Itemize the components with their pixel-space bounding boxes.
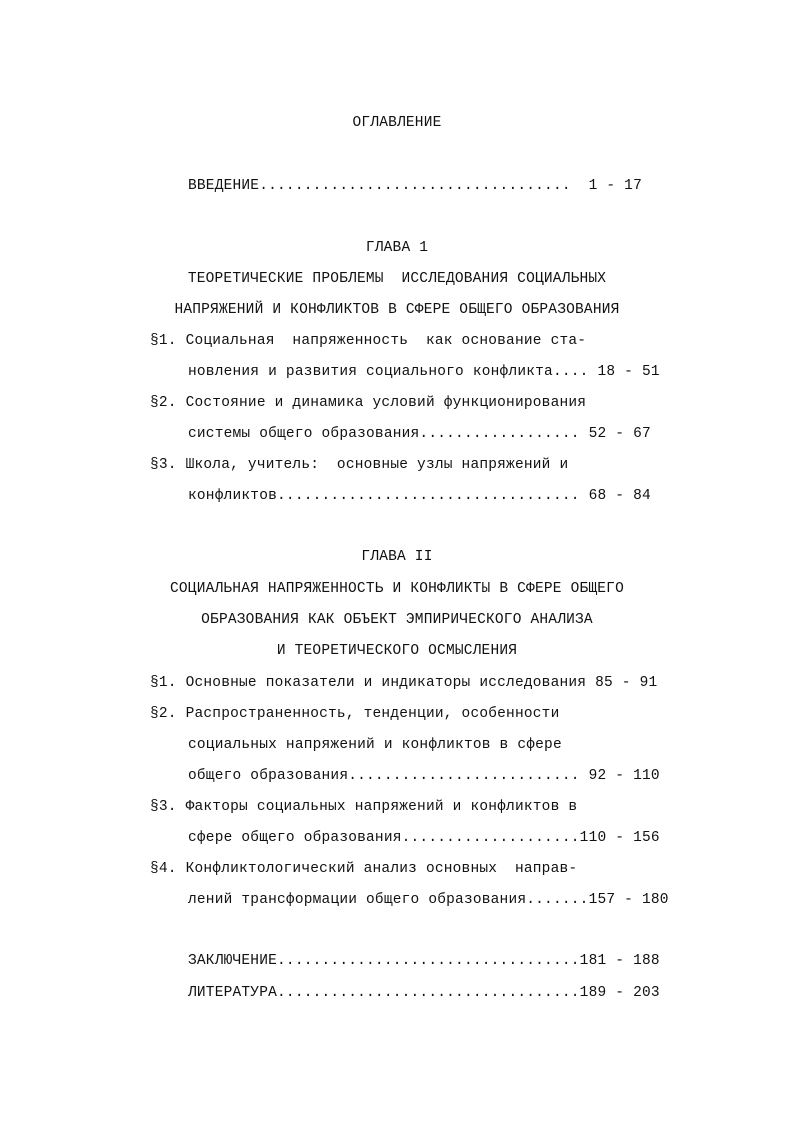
chapter-2-section-2-line-2: социальных напряжений и конфликтов в сфере <box>188 737 562 753</box>
chapter-1-section-2-line-1: §2. Состояние и динамика условий функционирования <box>150 395 587 411</box>
chapter-1-section-2-line-2: системы общего образования.................. 52 - 67 <box>188 426 651 442</box>
chapter-2-heading: ГЛАВА II <box>361 549 433 565</box>
toc-entry-introduction: ВВЕДЕНИЕ................................... 1 - 17 <box>188 178 642 194</box>
chapter-1-title-line-2: НАПРЯЖЕНИЙ И КОНФЛИКТОВ В СФЕРЕ ОБЩЕГО ОБРАЗОВАНИЯ <box>174 302 620 318</box>
chapter-2-section-4-line-2: лений трансформации общего образования.......157 - 180 <box>188 892 669 908</box>
chapter-2-title-line-1: СОЦИАЛЬНАЯ НАПРЯЖЕННОСТЬ И КОНФЛИКТЫ В СФЕРЕ ОБЩЕГО <box>170 581 624 597</box>
chapter-2-section-2-line-3: общего образования.......................... 92 - 110 <box>188 768 660 784</box>
chapter-2-section-2-line-1: §2. Распространенность, тенденции, особенности <box>150 706 560 722</box>
page-title: ОГЛАВЛЕНИЕ <box>352 115 442 131</box>
chapter-2-section-1-line-1: §1. Основные показатели и индикаторы исследования 85 - 91 <box>150 675 658 691</box>
chapter-1-section-1-line-2: новления и развития социального конфликта.... 18 - 51 <box>188 364 660 380</box>
chapter-2-section-3-line-1: §3. Факторы социальных напряжений и конфликтов в <box>150 799 578 815</box>
chapter-1-heading: ГЛАВА 1 <box>365 240 429 256</box>
toc-entry-literature: ЛИТЕРАТУРА..................................189 - 203 <box>188 985 660 1001</box>
chapter-1-title-line-1: ТЕОРЕТИЧЕСКИЕ ПРОБЛЕМЫ ИССЛЕДОВАНИЯ СОЦИАЛЬНЫХ <box>187 271 607 287</box>
chapter-1-section-3-line-2: конфликтов.................................. 68 - 84 <box>188 488 651 504</box>
chapter-1-section-1-line-1: §1. Социальная напряженность как основание ста- <box>150 333 587 349</box>
chapter-2-section-3-line-2: сфере общего образования....................110 - 156 <box>188 830 660 846</box>
chapter-1-section-3-line-1: §3. Школа, учитель: основные узлы напряжений и <box>150 457 569 473</box>
chapter-2-title-line-2: ОБРАЗОВАНИЯ КАК ОБЪЕКТ ЭМПИРИЧЕСКОГО АНАЛИЗА <box>201 612 593 628</box>
chapter-2-title-line-3: И ТЕОРЕТИЧЕСКОГО ОСМЫСЛЕНИЯ <box>276 643 518 659</box>
chapter-2-section-4-line-1: §4. Конфликтологический анализ основных направ- <box>150 861 578 877</box>
toc-entry-conclusion: ЗАКЛЮЧЕНИЕ..................................181 - 188 <box>188 953 660 969</box>
